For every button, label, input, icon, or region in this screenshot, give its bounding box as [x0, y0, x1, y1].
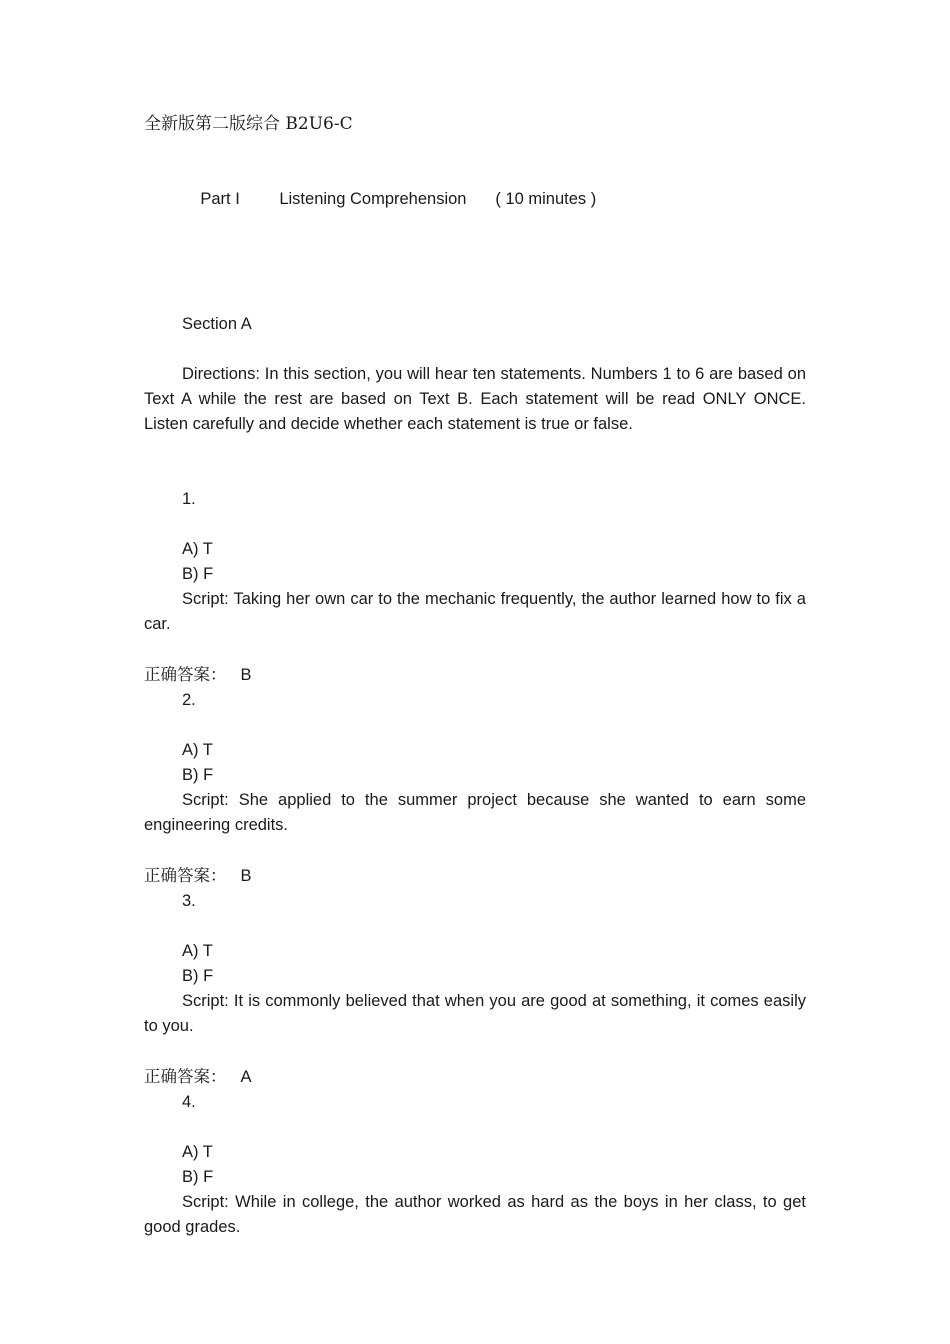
- answer-value: B: [240, 666, 252, 684]
- question-number: 2.: [182, 691, 196, 709]
- question-number: 4.: [182, 1093, 196, 1111]
- part-name: Listening Comprehension: [279, 190, 467, 208]
- answer-value: A: [240, 1068, 252, 1086]
- document-title: 全新版第二版综合 B2U6-C: [144, 114, 353, 134]
- option-a: A) T: [182, 540, 213, 558]
- question-3: [144, 889, 806, 1090]
- correct-answer: [144, 1064, 806, 1090]
- part-label: Part I: [200, 190, 240, 208]
- question-number: 3.: [182, 892, 196, 910]
- option-b: B) F: [182, 1168, 214, 1186]
- part-time: ( 10 minutes ): [495, 190, 597, 208]
- section-heading: Section A: [182, 315, 252, 333]
- question-script: Script: It is commonly believed that when you are good at something, it comes easily to you.: [144, 992, 806, 1035]
- option-a: A) T: [182, 942, 213, 960]
- option-a: A) T: [182, 1143, 213, 1161]
- option-a: A) T: [182, 741, 213, 759]
- question-number: 1.: [182, 490, 196, 508]
- correct-answer: [144, 662, 806, 688]
- document-page: [144, 112, 806, 1240]
- answer-label: 正确答案：: [144, 866, 227, 885]
- question-1: [144, 487, 806, 688]
- correct-answer: [144, 863, 806, 889]
- question-4: [144, 1090, 806, 1240]
- question-script: Script: She applied to the summer project because she wanted to earn some engineering credits.: [144, 791, 806, 834]
- answer-label: 正确答案：: [144, 1067, 227, 1086]
- answer-label: 正确答案：: [144, 665, 227, 684]
- option-b: B) F: [182, 766, 214, 784]
- part-heading: [144, 162, 806, 237]
- question-2: [144, 688, 806, 889]
- directions: Directions: In this section, you will hear ten statements. Numbers 1 to 6 are based on Text A while the rest are based on Text B. Each statement will be read ONLY ONCE. Listen carefully and decide whether each statement is true or false.: [144, 365, 806, 433]
- question-script: Script: While in college, the author worked as hard as the boys in her class, to get good grades.: [144, 1193, 806, 1236]
- question-script: Script: Taking her own car to the mechanic frequently, the author learned how to fix a car.: [144, 590, 806, 633]
- option-b: B) F: [182, 565, 214, 583]
- option-b: B) F: [182, 967, 214, 985]
- answer-value: B: [240, 867, 252, 885]
